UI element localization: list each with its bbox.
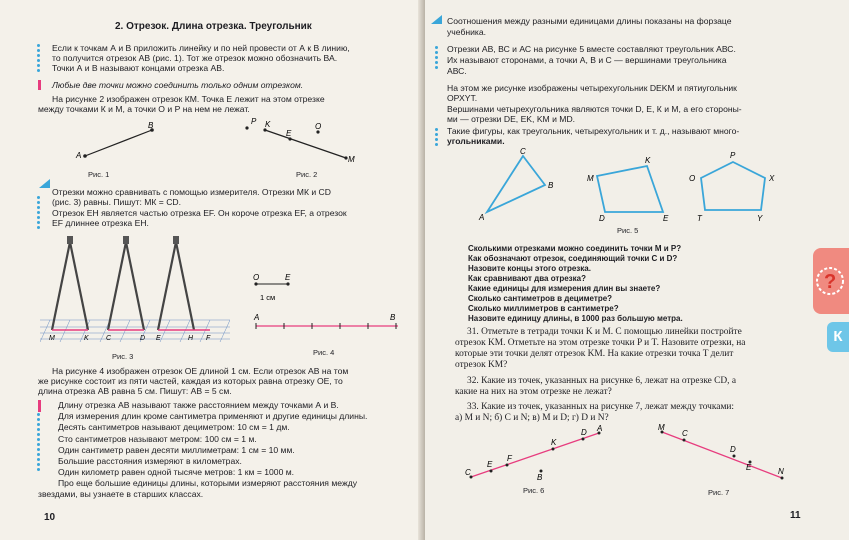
exercise-line: а) M и N; б) C и N; в) M и D; г) D и N? [455,413,609,423]
figure-caption: Рис. 5 [617,226,639,235]
point-label: M [348,155,355,164]
paragraph-line: Отрезки АВ, ВС и АС на рисунке 5 вместе составляют треугольник АВС. [447,44,736,54]
point-label: P [251,118,257,126]
segment-km [265,130,346,158]
point-label: C [106,335,112,342]
question: Назовите единицу длины, в 1000 раз большую метра. [468,314,683,323]
figure-5 [475,148,795,226]
point [83,154,87,158]
point-label: E [286,129,292,138]
point-label: K [551,438,557,447]
right-page [425,0,849,540]
page-number: 10 [44,512,56,523]
paragraph-line: Точки А и В называют концами отрезка АВ. [52,63,225,73]
point-label: A [597,425,603,433]
section-heading: 2. Отрезок. Длина отрезка. Треугольник [115,21,312,32]
point-label: E [746,463,752,472]
compare-icon [38,178,52,190]
questions-tab [813,248,849,314]
point-label: Y [757,214,763,223]
paragraph-line: длина отрезка АВ равна 5 см. Пишут: АВ = 5 см. [38,386,232,396]
paragraph-line: Десять сантиметров называют дециметром: 10 см = 1 дм. [58,422,290,432]
figure-caption: Рис. 6 [523,486,545,495]
paragraph-line: Большие расстояния измеряют в километрах. [58,456,242,466]
point-label: O [253,273,260,282]
figure-caption: Рис. 4 [313,348,335,357]
point-label: K [265,120,271,129]
point-label: P [730,151,736,160]
point-label: E [487,460,493,469]
figure-caption: Рис. 3 [112,352,134,361]
paragraph-line: Отрезок ЕН является частью отрезка EF. Он короче отрезка EF, а отрезок [52,208,347,218]
question: Сколькими отрезками можно соединить точки М и Р? [468,244,682,253]
figure-caption: Рис. 2 [296,170,318,179]
unit-label: 1 см [260,293,276,302]
paragraph-line: ми — отрезки DE, EK, KM и MD. [447,114,576,124]
quadrilateral-dekm [597,166,663,212]
paragraph-line: Один километр равен одной тысяче метров: 1 км = 1000 м. [58,467,295,477]
note-icon [430,14,444,26]
point-label: B [148,121,154,130]
figure-6 [463,425,613,483]
question-mark-icon [813,248,849,314]
question: Сколько миллиметров в сантиметре? [468,304,619,313]
point-label: E [663,214,669,223]
pentagon-opxyt [701,162,765,210]
figure-caption: Рис. 7 [708,488,730,497]
point-label: K [84,335,89,342]
paragraph-line: Для измерения длин кроме сантиметра применяют и другие единицы длины. [58,411,368,421]
question: Как сравнивают два отрезка? [468,274,586,283]
point-label: F [206,335,211,342]
definition-marker [435,46,438,71]
paragraph-line: На рисунке 4 изображен отрезок ОЕ длиной 1 см. Если отрезок АВ на том [52,366,349,376]
exercise-line: 32. Какие из точек, указанных на рисунке 6, лежат на отрезке CD, а [467,376,737,386]
rule-text: Любые две точки можно соединить только одним отрезком. [52,80,304,90]
point-label: O [689,174,696,183]
rule-marker [38,400,41,412]
exercise-line: 31. Отметьте в тетради точки K и M. С помощью линейки постройте [467,327,742,337]
paragraph-line: Про еще большие единицы длины, которыми измеряют расстояния между [58,478,358,488]
review-questions [433,240,819,322]
paragraph-line: учебника. [447,27,487,37]
paragraph-line: звездами, вы узнаете в старших классах. [38,489,204,499]
point-label: N [778,467,784,476]
point-label: F [507,454,512,463]
paragraph-line: АВС. [447,66,467,76]
figure-caption: Рис. 1 [88,170,110,179]
paragraph-line: Вершинами четырехугольника являются точки D, Е, К и М, а его стороны- [447,104,742,114]
point-label: X [769,174,775,183]
point-label: O [315,122,322,131]
paragraph-line: Длину отрезка АВ называют также расстоянием между точками А и В. [58,400,339,410]
paragraph-line: между точками К и М, а точки О и Р на нем не лежат. [38,104,250,114]
paragraph-line: Их называют сторонами, а точки А, В и С — вершинами треугольника [447,55,727,65]
point-label: B [537,473,543,482]
point-label: A [479,213,485,222]
point-label: A [76,151,82,160]
point-label: B [390,313,396,322]
exercise-line: отрезок KM. Отметьте на этом отрезке точки P и T. Назовите отрезки, на [455,338,746,348]
paragraph-line: угольниками. [447,136,505,146]
point-label: B [548,181,554,190]
exercises-tab: К [827,322,849,352]
figure-3 [40,232,230,350]
page-number: 11 [790,510,801,521]
exercise-line: какие на них на этом отрезке не лежат? [455,387,612,397]
paragraph-line: же рисунке состоит из пяти частей, каждая из которых равна отрезку ОЕ, то [38,376,343,386]
paragraph-line: Соотношения между разными единицами длины показаны на форзаце [447,16,732,26]
paragraph-line: Отрезки можно сравнивать с помощью измерителя. Отрезки МК и CD [52,187,331,197]
definition-marker [37,44,40,74]
paragraph-line: ОРХYТ. [447,93,478,103]
definition-marker [435,128,438,148]
figure-7 [650,422,790,484]
paragraph-line: (рис. 3) равны. Пишут: МК = CD. [52,197,182,207]
point-label: D [730,445,736,454]
left-page [0,0,423,540]
paragraph-line: Такие фигуры, как треугольник, четырехугольник и т. д., называют много- [447,126,740,136]
point-label: M [658,423,665,432]
point-label: T [697,214,702,223]
paragraph-line: Сто сантиметров называют метром: 100 см = 1 м. [58,434,257,444]
question-mark-glyph: ? [824,271,837,293]
question: Как обозначают отрезок, соединяющий точки С и D? [468,254,678,263]
paragraph-line: Один сантиметр равен десяти миллиметрам: 1 см = 10 мм. [58,445,295,455]
exercise-line: которые эти точки делят отрезок KM. На какие отрезки точка T делит [455,349,734,359]
definition-marker [37,196,40,231]
question: Какие единицы для измерения длин вы знаете? [468,284,661,293]
exercise-line: 33. Какие из точек, указанных на рисунке 7, лежат между точками: [467,402,734,412]
point-label: M [587,174,594,183]
point-label: C [520,148,526,156]
question: Сколько сантиметров в дециметре? [468,294,613,303]
definition-marker [37,413,40,473]
paragraph-line: EF длиннее отрезка ЕН. [52,218,149,228]
rule-marker [38,80,41,90]
point-label: E [156,335,161,342]
point-label: K [645,156,651,165]
point-label: C [682,429,688,438]
point-label: E [285,273,291,282]
point-label: C [465,468,471,477]
figure-4 [252,270,402,332]
paragraph-line: На этом же рисунке изображены четырехугольник DEKM и пятиугольник [447,83,737,93]
point-label: M [49,335,55,342]
point [245,126,248,129]
paragraph-line: Если к точкам А и В приложить линейку и по ней провести от А к В линию, [52,43,350,53]
point-label: A [254,313,260,322]
question: Назовите концы этого отрезка. [468,264,591,273]
point-label: D [599,214,605,223]
paragraph-line: то получится отрезок АВ (рис. 1). Тот же отрезок можно обозначить ВА. [52,53,338,63]
point-label: H [188,335,194,342]
segment-ab [85,130,152,156]
point-label: D [140,335,146,342]
triangle-abc [487,156,545,212]
exercise-line: отрезок KM? [455,360,508,370]
point-label: D [581,428,587,437]
paragraph-line: На рисунке 2 изображен отрезок КМ. Точка Е лежит на этом отрезке [52,94,325,104]
